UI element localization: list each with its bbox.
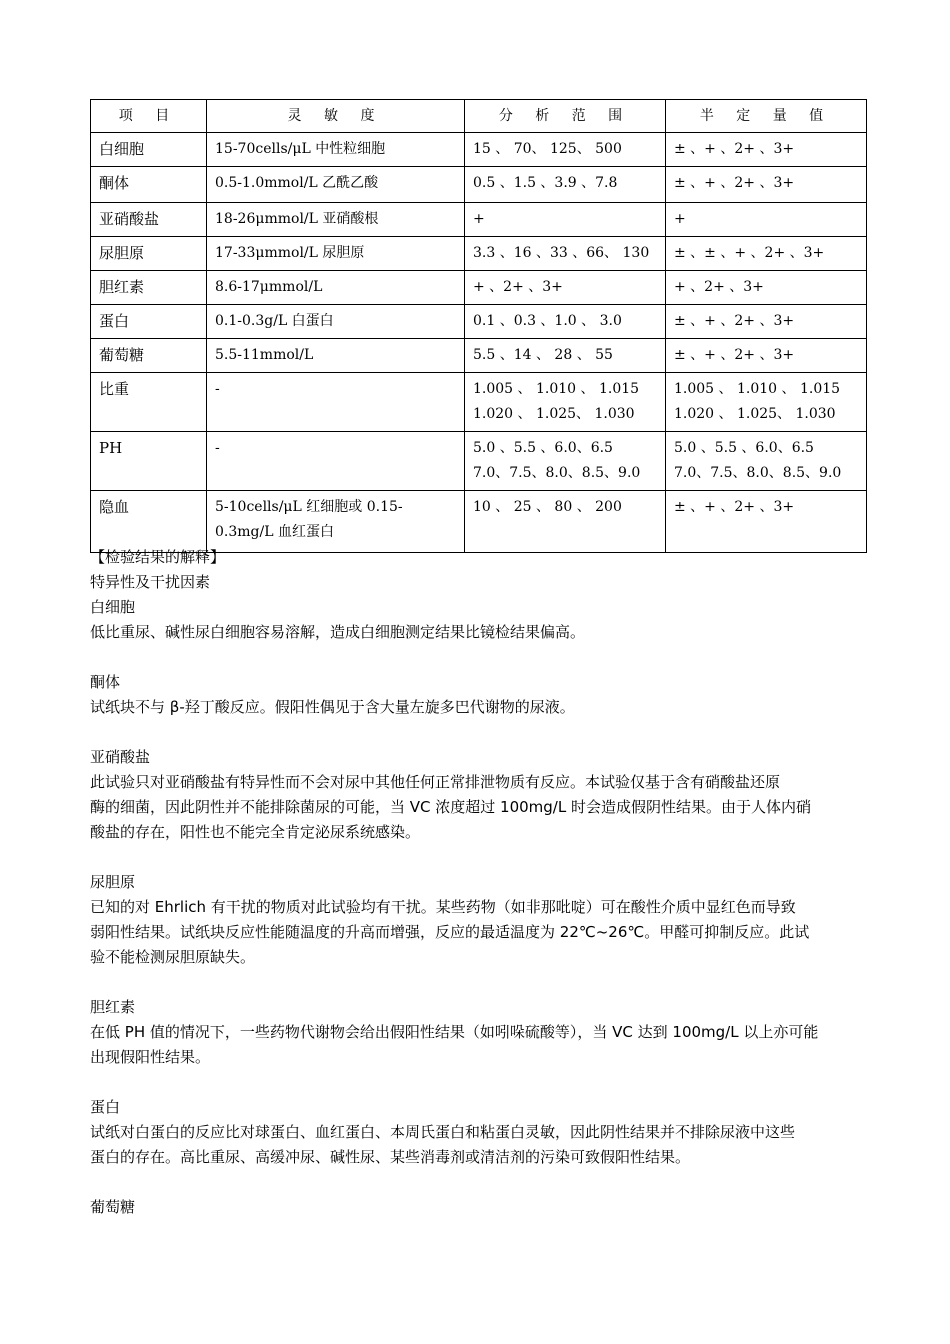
- nitrite-paragraph-line: 此试验只对亚硝酸盐有特异性而不会对尿中其他任何正常排泄物质有反应。本试验仅基于含有硝酸盐还原: [90, 773, 781, 791]
- row-sensitivity: 5-10cells/μL 红细胞或 0.15- 0.3mg/L 血红蛋白: [207, 491, 465, 553]
- table-row: [91, 432, 867, 491]
- table-row: [91, 491, 867, 553]
- table-header-row: [91, 100, 867, 133]
- bilirubin-paragraph-line: 出现假阳性结果。: [90, 1048, 211, 1066]
- table-row: [91, 305, 867, 339]
- row-sensitivity: 0.1-0.3g/L 白蛋白: [207, 305, 465, 339]
- ketone-paragraph: 试纸块不与 β-羟丁酸反应。假阳性偶见于含大量左旋多巴代谢物的尿液。: [90, 698, 575, 716]
- header-semi-quantitative: 半 定 量 值: [666, 100, 867, 133]
- row-range: 5.0 、5.5 、6.0、6.5 7.0、7.5、8.0、8.5、9.0: [465, 432, 666, 491]
- row-semi: +: [666, 203, 867, 237]
- urobilinogen-paragraph-line: 弱阳性结果。试纸块反应性能随温度的升高而增强，反应的最适温度为 22℃~26℃。甲醛可抑制反应。此试: [90, 923, 810, 941]
- row-item: 酮体: [91, 167, 207, 203]
- wbc-paragraph: 低比重尿、碱性尿白细胞容易溶解，造成白细胞测定结果比镜检结果偏高。: [90, 623, 586, 641]
- row-semi: ± 、+ 、2+ 、3+: [666, 133, 867, 167]
- row-range: 0.1 、0.3 、1.0 、 3.0: [465, 305, 666, 339]
- interpretation-section: [90, 545, 866, 1220]
- row-sensitivity: 0.5-1.0mmol/L 乙酰乙酸: [207, 167, 465, 203]
- row-sensitivity: 8.6-17μmmol/L: [207, 271, 465, 305]
- row-range: 5.5 、14 、 28 、 55: [465, 339, 666, 373]
- row-item: 隐血: [91, 491, 207, 553]
- protein-paragraph-line: 蛋白的存在。高比重尿、高缓冲尿、碱性尿、某些消毒剂或清洁剂的污染可致假阳性结果。: [90, 1148, 691, 1166]
- protein-paragraph-line: 试纸对白蛋白的反应比对球蛋白、血红蛋白、本周氏蛋白和粘蛋白灵敏，因此阴性结果并不排除尿液中这些: [90, 1123, 796, 1141]
- nitrite-heading: 亚硝酸盐: [90, 748, 151, 766]
- row-range: 10 、 25 、 80 、 200: [465, 491, 666, 553]
- header-sensitivity: 灵 敏 度: [207, 100, 465, 133]
- row-sensitivity: -: [207, 432, 465, 491]
- row-semi: 5.0 、5.5 、6.0、6.5 7.0、7.5、8.0、8.5、9.0: [666, 432, 867, 491]
- row-range: 15 、 70、 125、 500: [465, 133, 666, 167]
- table-row: [91, 167, 867, 203]
- nitrite-paragraph-line: 酸盐的存在，阳性也不能完全肯定泌尿系统感染。: [90, 823, 421, 841]
- row-sensitivity: 15-70cells/μL 中性粒细胞: [207, 133, 465, 167]
- header-analysis-range: 分 析 范 围: [465, 100, 666, 133]
- row-semi: ± 、+ 、2+ 、3+: [666, 167, 867, 203]
- row-range: 3.3 、16 、33 、66、 130: [465, 237, 666, 271]
- row-item: 胆红素: [91, 271, 207, 305]
- urobilinogen-paragraph-line: 已知的对 Ehrlich 有干扰的物质对此试验均有干扰。某些药物（如非那吡啶）可在酸性介质中显红色而导致: [90, 898, 796, 916]
- row-semi: + 、2+ 、3+: [666, 271, 867, 305]
- glucose-heading: 葡萄糖: [90, 1198, 136, 1216]
- bilirubin-heading: 胆红素: [90, 998, 136, 1016]
- table-row: [91, 339, 867, 373]
- urobilinogen-paragraph-line: 验不能检测尿胆原缺失。: [90, 948, 256, 966]
- row-semi: ± 、+ 、2+ 、3+: [666, 339, 867, 373]
- row-sensitivity: 5.5-11mmol/L: [207, 339, 465, 373]
- row-semi: ± 、± 、+ 、2+ 、3+: [666, 237, 867, 271]
- row-item: 比重: [91, 373, 207, 432]
- row-sensitivity: 17-33μmmol/L 尿胆原: [207, 237, 465, 271]
- row-range: 0.5 、1.5 、3.9 、7.8: [465, 167, 666, 203]
- reagent-spec-table: [90, 99, 867, 553]
- row-semi: 1.005 、 1.010 、 1.015 1.020 、 1.025、 1.030: [666, 373, 867, 432]
- table-row: [91, 133, 867, 167]
- section-subtitle: 特异性及干扰因素: [90, 573, 211, 591]
- row-item: 蛋白: [91, 305, 207, 339]
- wbc-heading: 白细胞: [90, 598, 136, 616]
- bilirubin-paragraph-line: 在低 PH 值的情况下，一些药物代谢物会给出假阳性结果（如吲哚硫酸等），当 VC 达到 100mg/L 以上亦可能: [90, 1023, 819, 1041]
- row-range: +: [465, 203, 666, 237]
- row-sensitivity: -: [207, 373, 465, 432]
- table-row: [91, 271, 867, 305]
- nitrite-paragraph-line: 酶的细菌，因此阴性并不能排除菌尿的可能，当 VC 浓度超过 100mg/L 时会造成假阴性结果。由于人体内硝: [90, 798, 811, 816]
- row-semi: ± 、+ 、2+ 、3+: [666, 305, 867, 339]
- protein-heading: 蛋白: [90, 1098, 121, 1116]
- header-item: 项 目: [91, 100, 207, 133]
- table-row: [91, 203, 867, 237]
- row-item: 葡萄糖: [91, 339, 207, 373]
- row-item: PH: [91, 432, 207, 491]
- table-row: [91, 237, 867, 271]
- row-item: 白细胞: [91, 133, 207, 167]
- ketone-heading: 酮体: [90, 673, 121, 691]
- row-sensitivity: 18-26μmmol/L 亚硝酸根: [207, 203, 465, 237]
- row-item: 亚硝酸盐: [91, 203, 207, 237]
- row-range: 1.005 、 1.010 、 1.015 1.020 、 1.025、 1.030: [465, 373, 666, 432]
- row-item: 尿胆原: [91, 237, 207, 271]
- row-range: + 、2+ 、3+: [465, 271, 666, 305]
- urobilinogen-heading: 尿胆原: [90, 873, 136, 891]
- row-semi: ± 、+ 、2+ 、3+: [666, 491, 867, 553]
- section-title: 【检验结果的解释】: [90, 548, 226, 566]
- table-row: [91, 373, 867, 432]
